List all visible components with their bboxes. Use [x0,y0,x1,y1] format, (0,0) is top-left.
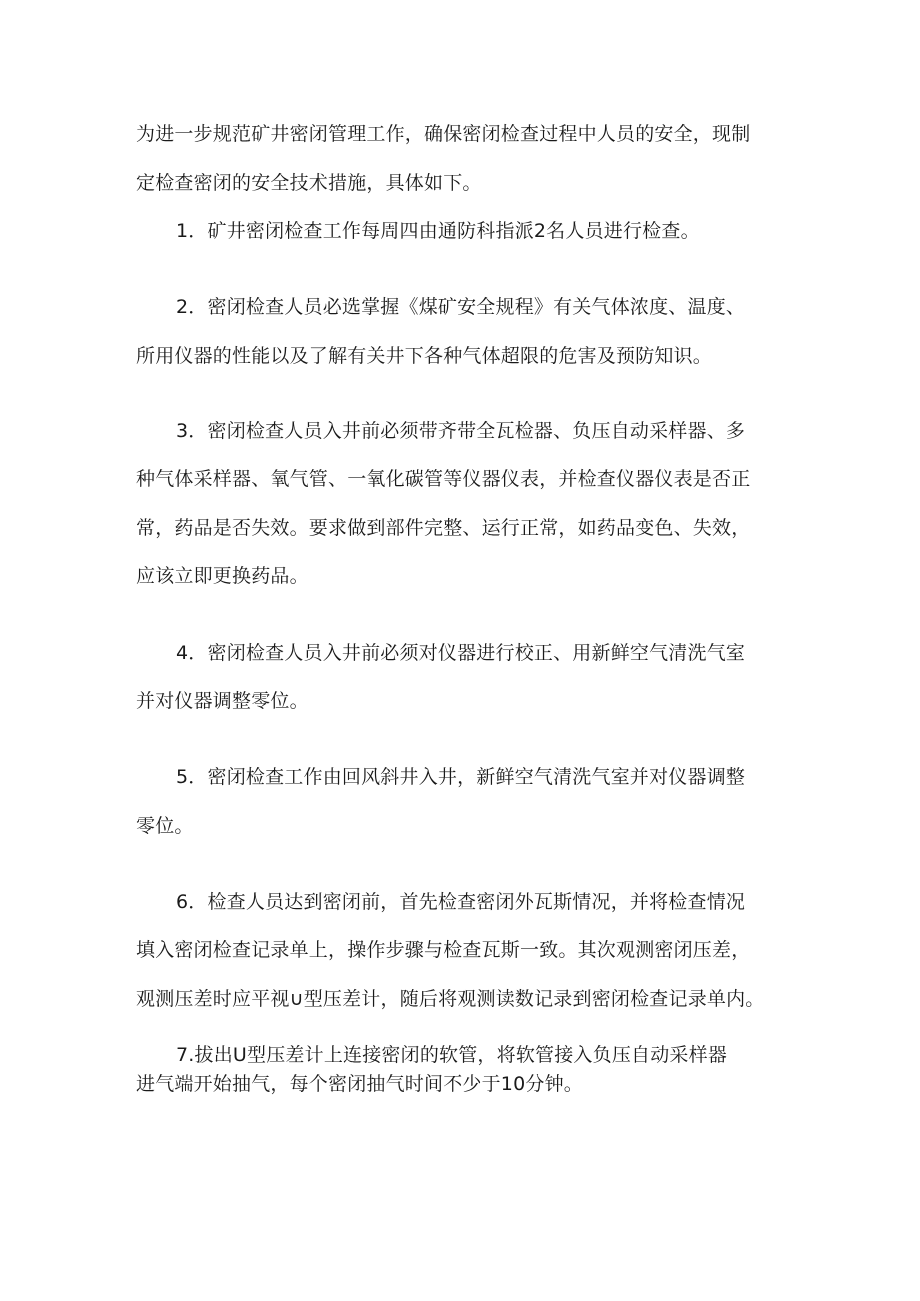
item-5-line-1: 5．密闭检查工作由回风斜井入井，新鲜空气清洗气室并对仪器调整 [176,766,746,788]
item-3-line-4: 应该立即更换药品。 [136,565,309,587]
item-3-line-2: 种气体采样器、氧气管、一氧化碳管等仪器仪表，并检查仪器仪表是否正 [136,468,751,490]
item-6-line-1: 6．检查人员达到密闭前，首先检查密闭外瓦斯情况，并将检查情况 [176,891,746,913]
item-2-line-1: 2．密闭检查人员必选掌握《煤矿安全规程》有关气体浓度、温度、 [176,296,746,318]
intro-line-1: 为进一步规范矿井密闭管理工作，确保密闭检查过程中人员的安全，现制 [136,123,751,145]
item-2-line-2: 所用仪器的性能以及了解有关井下各种气体超限的危害及预防知识。 [136,345,713,367]
intro-line-2: 定检查密闭的安全技术措施，具体如下。 [136,172,482,194]
item-3-line-1: 3．密闭检查人员入井前必须带齐带全瓦检器、负压自动采样器、多 [176,420,746,442]
item-4-line-1: 4．密闭检查人员入井前必须对仪器进行校正、用新鲜空气清洗气室 [176,642,746,664]
item-4-line-2: 并对仪器调整零位。 [136,690,309,712]
item-3-line-3: 常，药品是否失效。要求做到部件完整、运行正常，如药品变色、失效， [136,517,751,539]
item-5-line-2: 零位。 [136,815,194,837]
item-6-line-2: 填入密闭检查记录单上，操作步骤与检查瓦斯一致。其次观测密闭压差， [136,939,751,961]
item-6-line-3: 观测压差时应平视∪型压差计，随后将观测读数记录到密闭检查记录单内。 [136,988,765,1010]
item-1-line-1: 1．矿井密闭检查工作每周四由通防科指派2名人员进行检查。 [176,220,700,242]
item-7-line-1: 7.拔出U型压差计上连接密闭的软管，将软管接入负压自动采样器 [176,1044,728,1066]
item-7-line-2: 进气端开始抽气，每个密闭抽气时间不少于10分钟。 [136,1073,583,1095]
